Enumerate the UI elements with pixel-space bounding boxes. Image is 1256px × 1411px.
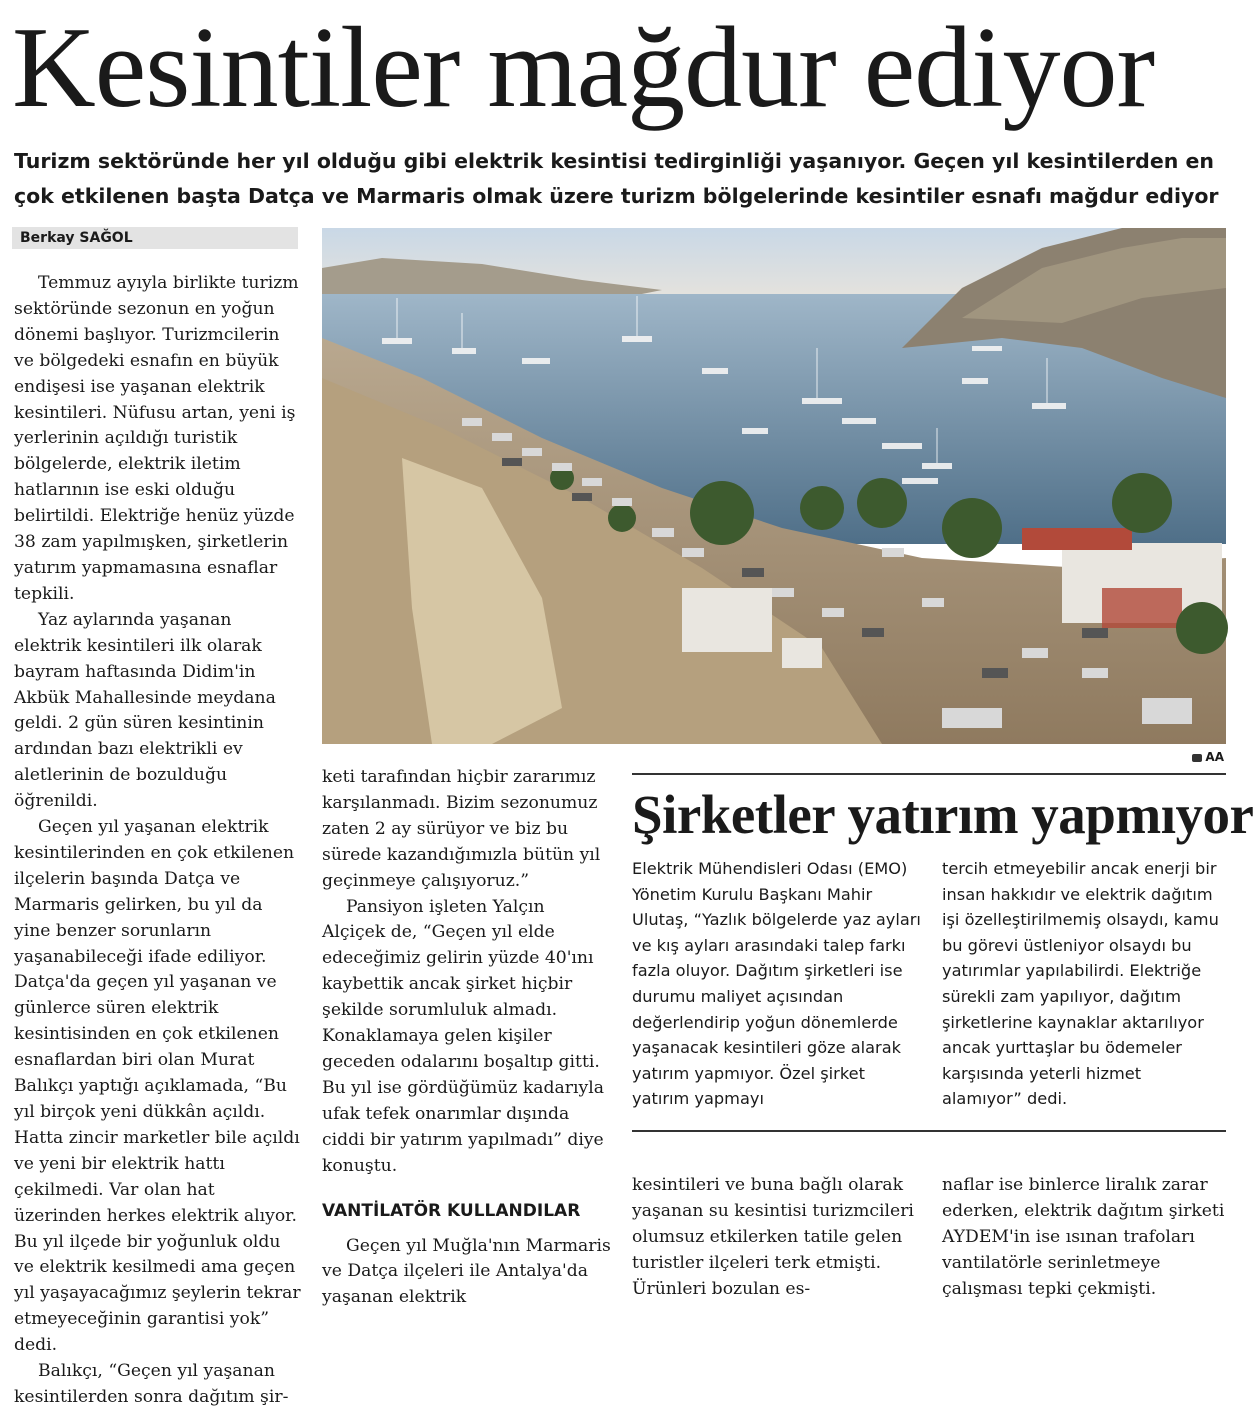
photo-credit [1192,749,1224,765]
paragraph: Geçen yıl yaşanan elektrik kesintilerinden en çok etkilenen ilçelerin başında Datça ve Marmaris gelirken, bu yıl da yine benzer sorunların yaşanabileceği ifade ediliyor. Datça'da geçen yıl yaşanan ve günlerce süren elektrik kesintisinden en çok etkilenen esnaflardan biri olan Murat Balıkçı yaptığı açıklamada, “Bu yıl birçok yeni dükkân açıldı. Hatta zincir marketler bile açıldı ve yeni bir elektrik hattı çekilmedi. Var olan hat üzerinden herkes elektrik alıyor. Bu yıl ilçede bir yoğunluk oldu ve elektrik kesilmedi ama geçen yıl yaşayacağımız şeylerin tekrar etmeyeceğinin garantisi yok” dedi. [14,817,301,1356]
headline: Kesintiler mağdur ediyor [12,4,1155,132]
section-title: Şirketler yatırım yapmıyor [632,784,1254,845]
harbor-photo [322,228,1226,744]
article-column-1 [14,271,304,1411]
section-column-1: Elektrik Mühendisleri Odası (EMO) Yönetim Kurulu Başkanı Mahir Ulutaş, “Yazlık bölgelerde yaz ayları ve kış ayları arasındaki talep farkı fazla oluyor. Dağıtım şirketleri ise durumu maliyet açısından değerlendirip yoğun dönemlerde yaşanacak kesintileri göze alarak yatırım yapmıyor. Özel şirket yatırım yapmayı [632,859,921,1109]
article-column-3: kesintileri ve buna bağlı olarak yaşanan su kesintisi turizmcileri olumsuz etkilerken tatile gelen turistler ilçeleri terk etmişti. Ürünleri bozulan es- [632,1175,914,1299]
paragraph: Geçen yıl Muğla'nın Marmaris ve Datça ilçeleri ile Antalya'da yaşanan elektrik [322,1235,611,1308]
paragraph: Balıkçı, “Geçen yıl yaşanan kesintilerden sonra dağıtım şir- [14,1361,289,1407]
section-bottom-rule [632,1130,1226,1132]
paragraph: Temmuz ayıyla birlikte turizm sektöründe sezonun en yoğun dönemi başlıyor. Turizmcilerin ve bölgedeki esnafın en büyük endişesi ise yaşanan elektrik kesintileri. Nüfusu artan, yeni iş yerlerinin açıldığı turistik bölgelerde, elektrik iletim hatlarının ise eski olduğu belirtildi. Elektriğe henüz yüzde 38 zam yapılmışken, şirketlerin yatırım yapmamasına esnaflar tepkili. [14,273,299,604]
camera-icon [1192,754,1202,762]
section-column-2: tercih etmeyebilir ancak enerji bir insan hakkıdır ve elektrik dağıtım işi özelleştirilmemiş olsaydı, kamu bu görevi üstleniyor olsaydı bu yatırımlar yapılabilirdi. Elektriğe sürekli zam yapılıyor, dağıtım şirketlerine kaynaklar aktarılıyor ancak yurttaşlar bu ödemeler karşısında yeterli hizmet alamıyor” dedi. [942,859,1219,1109]
harbor-photo-illustration [322,228,1226,744]
subheading: VANTİLATÖR KULLANDILAR [322,1200,581,1221]
photo-credit-text: AA [1205,750,1224,764]
spot-summary: Turizm sektöründe her yıl olduğu gibi elektrik kesintisi tedirginliği yaşanıyor. Geçen yıl kesintilerden en çok etkilenen başta Datça ve Marmaris olmak üzere turizm bölgelerinde kesintiler esnafı mağdur ediyor [14,149,1219,208]
article-column-2 [322,765,612,1311]
paragraph: keti tarafından hiçbir zararımız karşılanmadı. Bizim sezonumuz zaten 2 ay sürüyor ve biz bu sürede kazandığımızla bütün yıl geçinmeye çalışıyoruz.” [322,767,601,891]
section-top-rule [632,773,1226,775]
article-column-4: naflar ise binlerce liralık zarar ederken, elektrik dağıtım şirketi AYDEM'in ise ısınan trafoları vantilatörle serinletmeye çalışması tepki çekmişti. [942,1175,1225,1299]
paragraph: Pansiyon işleten Yalçın Alçiçek de, “Geçen yıl elde edeceğimiz gelirin yüzde 40'ını kaybettik ancak şirket hiçbir şekilde sorumluluk almadı. Konaklamaya gelen kişiler geceden odalarını boşaltıp gitti. Bu yıl ise gördüğümüz kadarıyla ufak tefek onarımlar dışında ciddi bir yatırım yapılmadı” diye konuştu. [322,896,604,1176]
byline: Berkay SAĞOL [12,227,298,249]
paragraph: Yaz aylarında yaşanan elektrik kesintileri ilk olarak bayram haftasında Didim'in Akbük Mahallesinde meydana geldi. 2 gün süren kesintinin ardından bazı elektrikli ev aletlerinin de bozulduğu öğrenildi. [14,609,276,812]
